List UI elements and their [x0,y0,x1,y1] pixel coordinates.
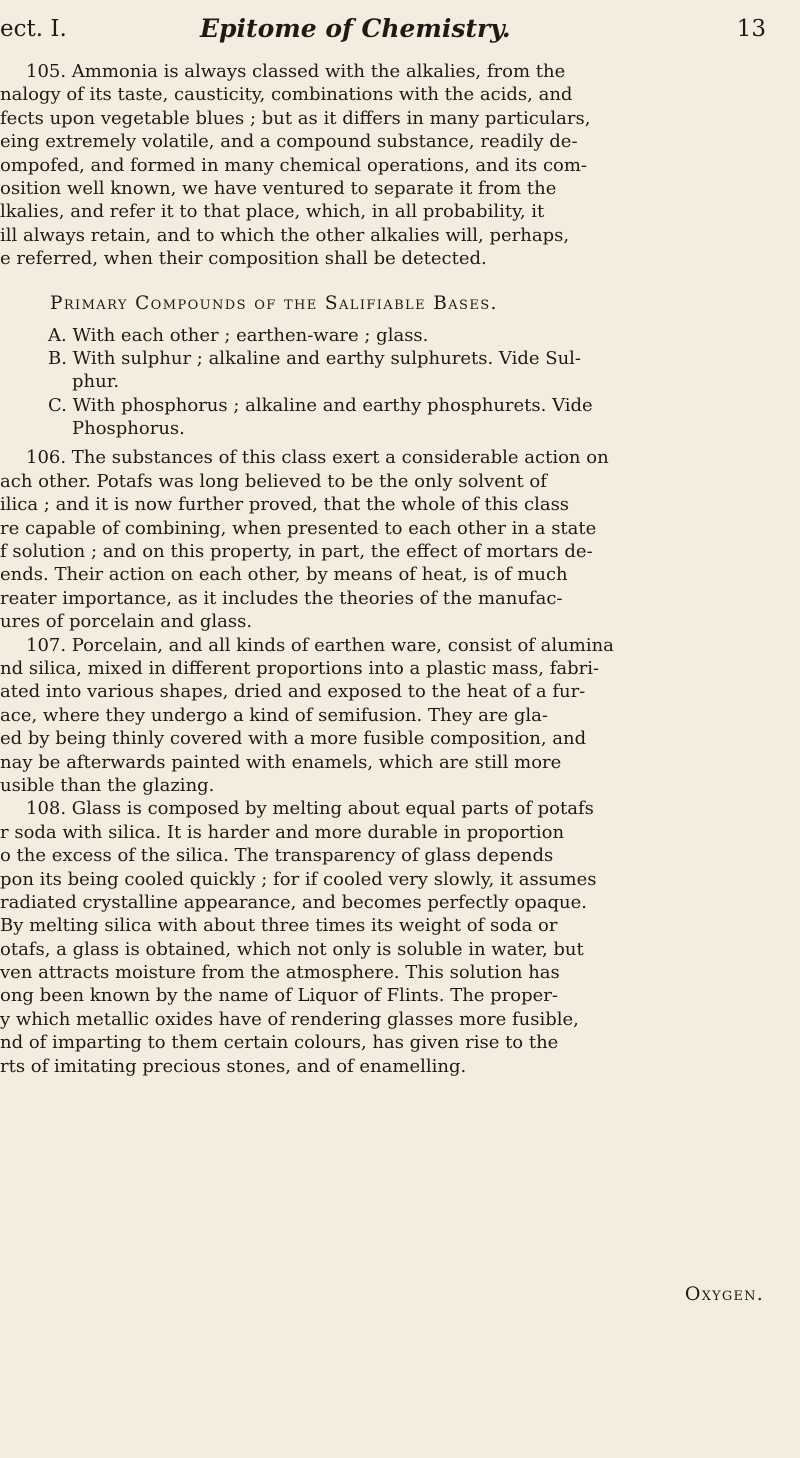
text-line: osition well known, we have ventured to separate it from the [0,177,557,199]
book-title: Epitome of Chemistry. [200,14,511,43]
text-line: ed by being thinly covered with a more fusible composition, and [0,728,587,750]
text-line: By melting silica with about three times its weight of soda or [0,915,558,937]
text-line: o the excess of the silica. The transparency of glass depends [0,845,554,867]
text-line: phur. [72,371,120,393]
text-line: C. With phosphorus ; alkaline and earthy phosphurets. Vide [48,394,593,416]
list-item-c [0,394,766,441]
paragraph-108 [0,797,766,1078]
text-line: ated into various shapes, dried and exposed to the heat of a fur- [0,681,586,703]
running-head [0,12,766,52]
text-line: rts of imitating precious stones, and of enamelling. [0,1055,467,1077]
text-line: ven attracts moisture from the atmosphere. This solution has [0,962,560,984]
text-line: A. With each other ; earthen-ware ; glass. [48,324,429,346]
text-line: y which metallic oxides have of rendering glasses more fusible, [0,1008,579,1030]
catchword: Oxygen. [684,1283,764,1305]
text-line: usible than the glazing. [0,774,215,796]
paragraph-106 [0,446,766,633]
text-line: lkalies, and refer it to that place, which, in all probability, it [0,201,545,223]
text-line: r soda with silica. It is harder and more durable in proportion [0,821,565,843]
text-line: reater importance, as it includes the theories of the manufac- [0,587,563,609]
text-line: eing extremely volatile, and a compound substance, readily de- [0,131,578,153]
text-line: ends. Their action on each other, by means of heat, is of much [0,564,568,586]
text-line: ill always retain, and to which the other alkalies will, perhaps, [0,224,570,246]
text-line: B. With sulphur ; alkaline and earthy sulphurets. Vide Sul- [48,347,582,369]
text-line: fects upon vegetable blues ; but as it differs in many particulars, [0,107,591,129]
section-heading: Primary Compounds of the Salifiable Bases. [50,292,498,314]
text-line: 107. Porcelain, and all kinds of earthen ware, consist of alumina [26,634,614,656]
list-item-a [0,324,766,347]
text-line: radiated crystalline appearance, and becomes perfectly opaque. [0,891,588,913]
paragraph-107 [0,634,766,798]
text-line: Phosphorus. [72,418,185,440]
text-line: ong been known by the name of Liquor of Flints. The proper- [0,985,558,1007]
text-line: 108. Glass is composed by melting about equal parts of potafs [26,798,594,820]
text-line: nd silica, mixed in different proportions into a plastic mass, fabri- [0,657,600,679]
text-line: pon its being cooled quickly ; for if cooled very slowly, it assumes [0,868,597,890]
text-line: nalogy of its taste, causticity, combinations with the acids, and [0,84,573,106]
text-line: otafs, a glass is obtained, which not only is soluble in water, but [0,938,584,960]
page-number: 13 [736,16,766,42]
text-line: ompofed, and formed in many chemical operations, and its com- [0,154,588,176]
text-line: 105. Ammonia is always classed with the alkalies, from the [26,61,566,82]
text-line: f solution ; and on this property, in part, the effect of mortars de- [0,541,593,563]
text-line: e referred, when their composition shall be detected. [0,248,487,270]
text-line: ach other. Potafs was long believed to be the only solvent of [0,470,547,492]
text-line: 106. The substances of this class exert a considerable action on [26,447,609,469]
text-line: ace, where they undergo a kind of semifusion. They are gla- [0,704,548,726]
paragraph-105 [0,60,766,271]
list-item-b [0,347,766,394]
section-label: ect. I. [0,16,67,42]
text-line: re capable of combining, when presented to each other in a state [0,517,597,539]
text-line: nay be afterwards painted with enamels, which are still more [0,751,562,773]
text-line: nd of imparting to them certain colours, has given rise to the [0,1032,559,1054]
text-line: ilica ; and it is now further proved, that the whole of this class [0,494,570,516]
text-line: ures of porcelain and glass. [0,611,253,633]
